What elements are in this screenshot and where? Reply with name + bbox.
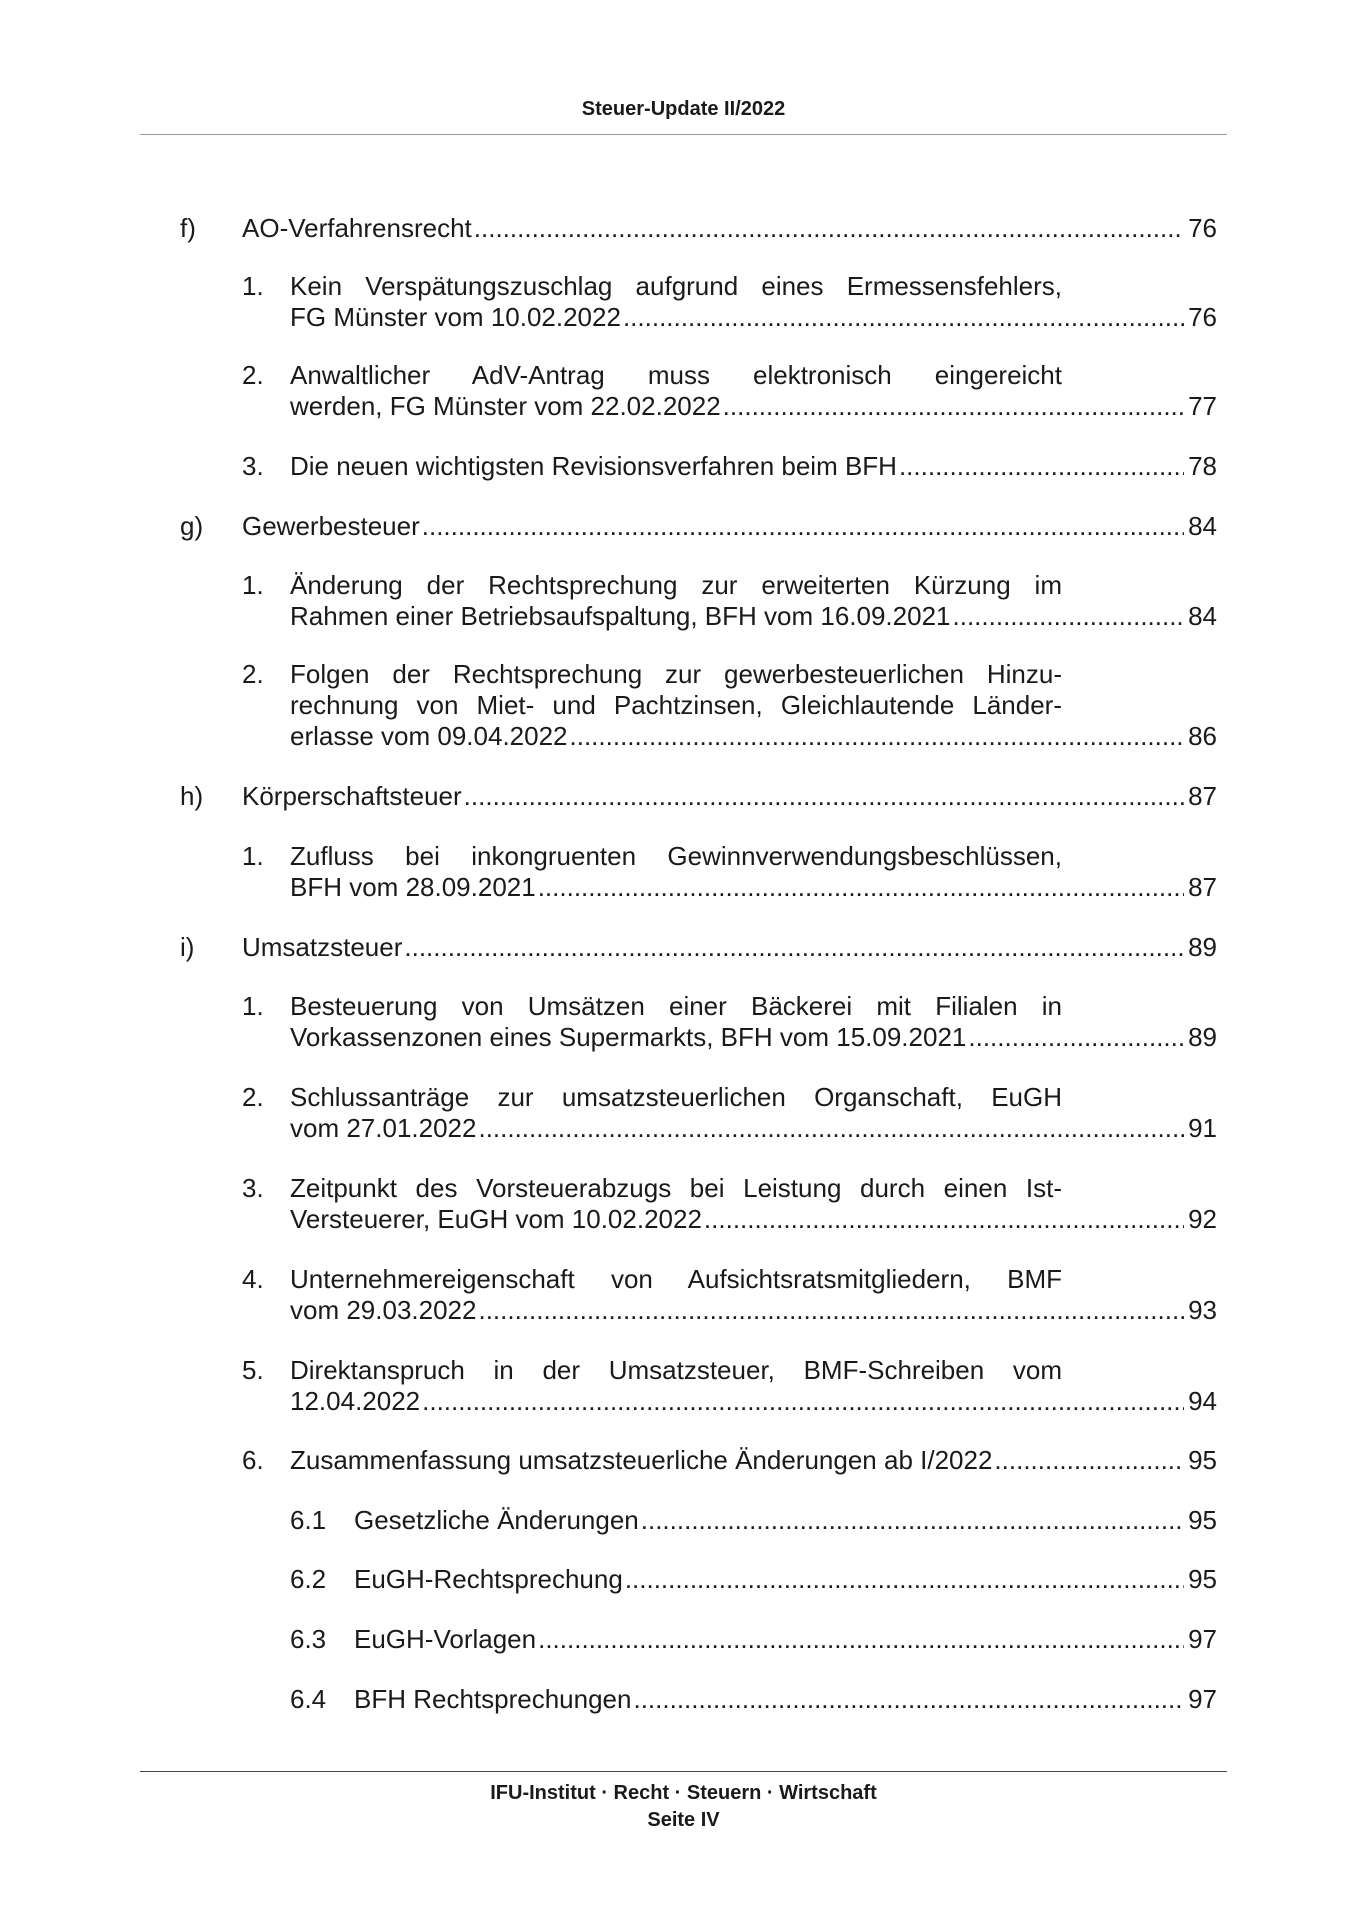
toc-page: 84 xyxy=(1188,601,1217,631)
leader-dots xyxy=(570,721,1185,752)
leader-dots xyxy=(422,511,1184,542)
leader-dots xyxy=(478,1295,1184,1326)
leader-dots xyxy=(464,781,1184,812)
toc-title: BFH vom 28.09.2021 xyxy=(290,872,536,902)
footer-institute: IFU-Institut · Recht · Steuern · Wirtschaft xyxy=(490,1782,877,1804)
toc-number: 6.3 xyxy=(290,1624,327,1654)
toc-number: f) xyxy=(180,213,196,243)
toc-title: erlasse vom 09.04.2022 xyxy=(290,721,568,751)
toc-title: AO-Verfahrensrecht xyxy=(242,213,472,243)
toc-title: FG Münster vom 10.02.2022 xyxy=(290,302,621,332)
toc-number: 1. xyxy=(242,570,264,600)
toc-title-line: Änderung der Rechtsprechung zur erweiterten Kürzung im xyxy=(290,570,1062,600)
toc-number: 2. xyxy=(242,1082,264,1112)
toc-page: 91 xyxy=(1188,1113,1217,1143)
toc-title-line: Direktanspruch in der Umsatzsteuer, BMF-Schreiben vom xyxy=(290,1355,1062,1385)
header-rule xyxy=(140,134,1227,135)
toc-title: EuGH-Vorlagen xyxy=(354,1624,537,1654)
toc-number: h) xyxy=(180,781,204,811)
toc-page: 95 xyxy=(1188,1445,1217,1475)
toc-title-line: Zufluss bei inkongruenten Gewinnverwendungsbeschlüssen, xyxy=(290,841,1062,871)
toc-page: 77 xyxy=(1188,391,1217,421)
toc-number: 6.2 xyxy=(290,1564,327,1594)
toc-number: g) xyxy=(180,511,204,541)
leader-dots xyxy=(704,1204,1184,1235)
toc-number: 1. xyxy=(242,991,264,1021)
toc-number: i) xyxy=(180,932,195,962)
toc-title: BFH Rechtsprechungen xyxy=(354,1684,632,1714)
leader-dots xyxy=(968,1022,1184,1053)
toc-title: EuGH-Rechtsprechung xyxy=(354,1564,623,1594)
toc-number: 6.1 xyxy=(290,1505,327,1535)
leader-dots xyxy=(633,1684,1184,1715)
leader-dots xyxy=(723,391,1184,422)
toc-page: 93 xyxy=(1188,1295,1217,1325)
toc-page: 97 xyxy=(1188,1624,1217,1654)
toc-page: 84 xyxy=(1188,511,1217,541)
leader-dots xyxy=(538,1624,1184,1655)
toc-page: 87 xyxy=(1188,872,1217,902)
toc-title: Vorkassenzonen eines Supermarkts, BFH vom 15.09.2021 xyxy=(290,1022,967,1052)
toc-page: 95 xyxy=(1188,1564,1217,1594)
toc-title: 12.04.2022 xyxy=(290,1386,421,1416)
toc-title-line: Schlussanträge zur umsatzsteuerlichen Organschaft, EuGH xyxy=(290,1082,1062,1112)
toc-title-line: Unternehmereigenschaft von Aufsichtsratsmitgliedern, BMF xyxy=(290,1264,1062,1294)
toc-page: 92 xyxy=(1188,1204,1217,1234)
toc-page: 89 xyxy=(1188,1022,1217,1052)
toc-title-line: rechnung von Miet- und Pachtzinsen, Gleichlautende Länder- xyxy=(290,690,1062,720)
running-header: Steuer-Update II/2022 xyxy=(581,98,786,120)
toc-number: 6. xyxy=(242,1445,264,1475)
toc-page: 97 xyxy=(1188,1684,1217,1714)
toc-title: Rahmen einer Betriebsaufspaltung, BFH vom 16.09.2021 xyxy=(290,601,951,631)
leader-dots xyxy=(538,872,1184,903)
toc-title: Umsatzsteuer xyxy=(242,932,403,962)
toc-number: 1. xyxy=(242,841,264,871)
toc-number: 2. xyxy=(242,659,264,689)
footer-page-number: Seite IV xyxy=(647,1809,720,1831)
leader-dots xyxy=(625,1564,1184,1595)
toc-title: werden, FG Münster vom 22.02.2022 xyxy=(290,391,721,421)
leader-dots xyxy=(474,213,1184,244)
toc-page: 95 xyxy=(1188,1505,1217,1535)
toc-title: Gesetzliche Änderungen xyxy=(354,1505,639,1535)
toc-title: Die neuen wichtigsten Revisionsverfahren beim BFH xyxy=(290,451,897,481)
leader-dots xyxy=(623,302,1184,333)
toc-page: 78 xyxy=(1188,451,1217,481)
toc-number: 5. xyxy=(242,1355,264,1385)
toc-page: 89 xyxy=(1188,932,1217,962)
toc-number: 2. xyxy=(242,360,264,390)
leader-dots xyxy=(641,1505,1184,1536)
footer-rule xyxy=(140,1771,1227,1772)
toc-title: Körperschaftsteuer xyxy=(242,781,462,811)
toc-title-line: Kein Verspätungszuschlag aufgrund eines Ermessensfehlers, xyxy=(290,271,1062,301)
leader-dots xyxy=(994,1445,1184,1476)
toc-title: Gewerbesteuer xyxy=(242,511,420,541)
leader-dots xyxy=(899,451,1184,482)
toc-page: 76 xyxy=(1188,213,1217,243)
toc-title: Versteuerer, EuGH vom 10.02.2022 xyxy=(290,1204,702,1234)
toc-title-line: Folgen der Rechtsprechung zur gewerbesteuerlichen Hinzu- xyxy=(290,659,1062,689)
leader-dots xyxy=(404,932,1184,963)
toc-page: 86 xyxy=(1188,721,1217,751)
toc-title-line: Zeitpunkt des Vorsteuerabzugs bei Leistung durch einen Ist- xyxy=(290,1173,1062,1203)
toc-title-line: Besteuerung von Umsätzen einer Bäckerei mit Filialen in xyxy=(290,991,1062,1021)
toc-number: 4. xyxy=(242,1264,264,1294)
toc-title: vom 27.01.2022 xyxy=(290,1113,477,1143)
toc-page: 87 xyxy=(1188,781,1217,811)
leader-dots xyxy=(953,601,1185,632)
toc-number: 6.4 xyxy=(290,1684,327,1714)
toc-number: 1. xyxy=(242,271,264,301)
toc-title-line: Anwaltlicher AdV-Antrag muss elektronisch eingereicht xyxy=(290,360,1062,390)
toc-number: 3. xyxy=(242,451,264,481)
toc-page: 76 xyxy=(1188,302,1217,332)
toc-number: 3. xyxy=(242,1173,264,1203)
leader-dots xyxy=(478,1113,1184,1144)
leader-dots xyxy=(422,1386,1184,1417)
toc-title: vom 29.03.2022 xyxy=(290,1295,477,1325)
toc-title: Zusammenfassung umsatzsteuerliche Änderungen ab I/2022 xyxy=(290,1445,993,1475)
toc-page: 94 xyxy=(1188,1386,1217,1416)
